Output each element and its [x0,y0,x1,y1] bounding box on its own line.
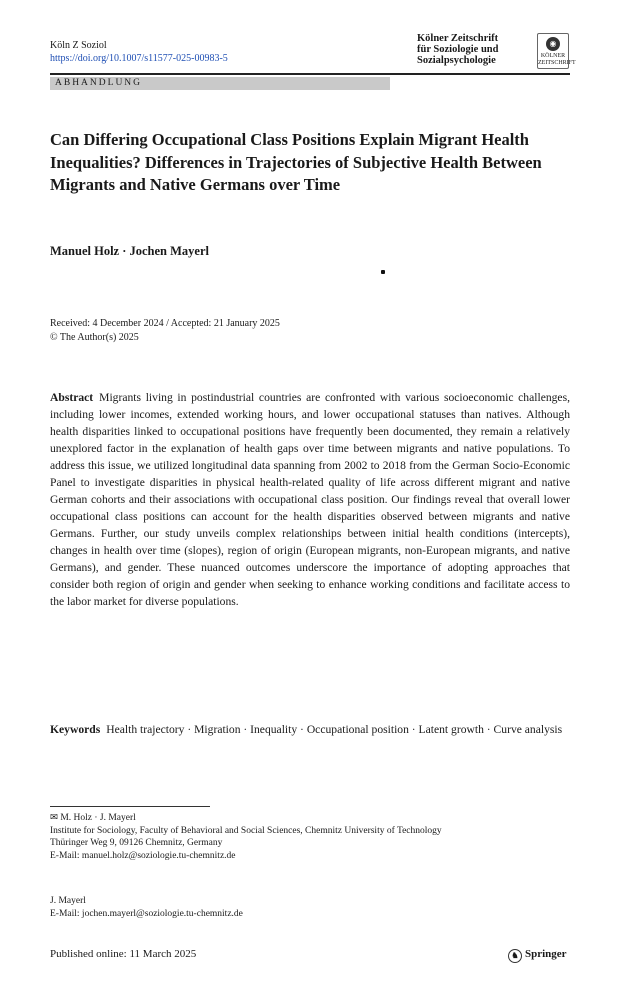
received-accepted-dates: Received: 4 December 2024 / Accepted: 21 January 2025 [50,318,280,329]
journal-brand-line-1: Kölner Zeitschrift [417,33,499,44]
mouse-cursor-icon [381,270,385,274]
publisher-logo [508,948,567,963]
author-list: Manuel Holz · Jochen Mayerl [50,244,210,258]
keywords-text: Health trajectory · Migration · Inequality · Occupational position · Latent growth · Curve analysis [106,723,563,736]
publisher-name: Springer [525,948,567,960]
section-label: ABHANDLUNG [50,77,390,90]
journal-abbreviation: Köln Z Soziol [50,40,107,51]
journal-brand-line-2: für Soziologie und [417,44,499,55]
header-rule [50,73,570,75]
copyright-line: © The Author(s) 2025 [50,332,139,343]
journal-emblem-icon: ◉ KÖLNER ZEITSCHRIFT [537,33,569,69]
article-title: Can Differing Occupational Class Positions Explain Migrant Health Inequalities? Differences in Trajectories of Subjective Health Between Migrants and Native Germans over Time [50,130,542,194]
journal-brand [417,33,525,66]
published-online: Published online: 11 March 2025 [50,948,197,960]
keywords-label: Keywords [50,723,101,736]
author-address: Thüringer Weg 9, 09126 Chemnitz, Germany [50,838,223,848]
second-author-name: J. Mayerl [50,896,86,906]
footnote-block-2 [50,895,530,920]
abstract-text: Migrants living in postindustrial countries are confronted with various socioeconomic challenges, including lower incomes, extended working hours, and lower occupational statuses than natives. Although health disparities linked to occupational positions have frequently been documented, they remain a relatively unexplored factor in the explanation of health gaps over time between migrants and native populations. To address this issue, we utilized longitudinal data spanning from 2002 to 2018 from the German Socio-Economic Panel to investigate disparities in physical health-related quality of life across different migrant and native German cohorts and their associations with occupational class position. Our findings reveal that overall lower occupational class positions can account for the health disparities observed between migrants and native Germans. Further, our study unveils complex relationships between initial health conditions (intercepts), changes in health over time (slopes), region of origin (European migrants, non-European migrants, and native Germans), and gender. These nuanced outcomes underscore the importance of adopting approaches that consider both region of origin and gender when seeking to enhance working conditions and facilitate access to the labor market for diverse populations. [50,391,570,608]
abstract [50,389,570,610]
author-institute: Institute for Sociology, Faculty of Behavioral and Social Sciences, Chemnitz University of Technology [50,825,442,836]
springer-horse-icon: ♞ [508,949,522,963]
journal-brand-line-3: Sozialpsychologie [417,55,496,66]
corresponding-authors: ✉ M. Holz · J. Mayerl [50,813,136,823]
journal-emblem-text: KÖLNER ZEITSCHRIFT [538,53,576,66]
article-dates [50,317,280,345]
author-email-holz[interactable]: E-Mail: manuel.holz@soziologie.tu-chemnitz.de [50,850,236,861]
author-email-mayerl[interactable]: E-Mail: jochen.mayerl@soziologie.tu-chemnitz.de [50,908,243,919]
doi-link[interactable]: https://doi.org/10.1007/s11577-025-00983-5 [50,53,228,64]
abstract-label: Abstract [50,391,94,404]
footnote-rule [50,806,210,807]
footnote-block-1 [50,812,530,862]
keywords [50,721,570,738]
